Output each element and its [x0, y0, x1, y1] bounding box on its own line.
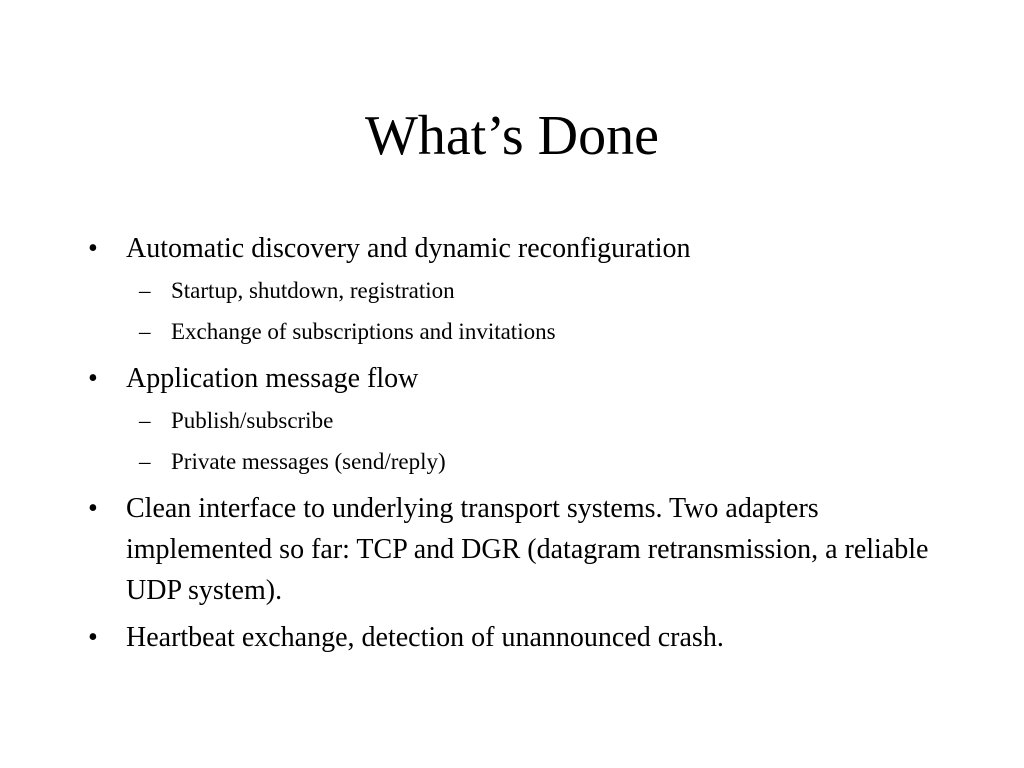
bullet-list: [88, 228, 948, 664]
sub-bullet-item: [126, 270, 948, 311]
bullet-marker: •: [88, 493, 98, 524]
sub-bullet-marker: –: [139, 319, 151, 344]
bullet-marker: •: [88, 622, 98, 653]
bullet-marker: •: [88, 363, 98, 394]
bullet-text: Automatic discovery and dynamic reconfiguration: [126, 233, 691, 264]
sub-bullet-text: Publish/subscribe: [171, 408, 334, 433]
sub-bullet-item: [126, 311, 948, 352]
bullet-text: Clean interface to underlying transport systems. Two adapters implemented so far: TCP and DGR (datagram retransmission, a reliable UDP system).: [126, 493, 929, 606]
bullet-item: [88, 358, 948, 482]
sub-bullet-text: Private messages (send/reply): [171, 449, 446, 474]
bullet-text: Application message flow: [126, 363, 419, 394]
bullet-item: [88, 617, 948, 658]
sub-bullet-text: Startup, shutdown, registration: [171, 278, 455, 303]
sub-bullet-marker: –: [139, 278, 151, 303]
sub-bullet-marker: –: [139, 449, 151, 474]
bullet-item: [88, 228, 948, 352]
bullet-text: Heartbeat exchange, detection of unannounced crash.: [126, 622, 724, 653]
slide-title: What’s Done: [365, 105, 659, 167]
sub-bullet-text: Exchange of subscriptions and invitations: [171, 319, 556, 344]
sub-bullet-marker: –: [139, 408, 151, 433]
sub-list: [126, 270, 948, 352]
sub-bullet-item: [126, 441, 948, 482]
bullet-marker: •: [88, 233, 98, 264]
sub-list: [126, 400, 948, 482]
sub-bullet-item: [126, 400, 948, 441]
bullet-item: [88, 488, 948, 611]
